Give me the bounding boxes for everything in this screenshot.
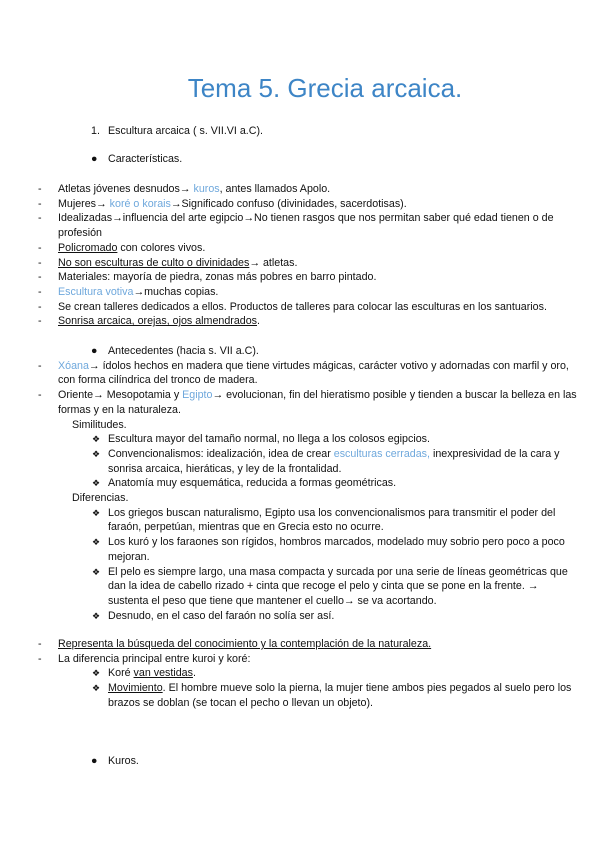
highlight-term: Xóana — [58, 359, 89, 372]
highlight-term: Escultura votiva — [58, 285, 134, 298]
document-title: Tema 5. Grecia arcaica. — [187, 73, 463, 103]
list-item-xoana — [38, 359, 580, 388]
list-item — [38, 241, 580, 256]
text: Escultura mayor del tamaño normal, no llega a los colosos egipcios. — [108, 433, 430, 446]
heading-text: Kuros. — [108, 755, 139, 767]
numbered-heading — [91, 124, 264, 139]
bullet-heading-kuros — [91, 754, 580, 769]
list-item-representa — [38, 637, 580, 652]
list-item — [92, 447, 580, 476]
diamond-bullet-icon: ❖ — [92, 537, 101, 548]
diamond-bullet-icon: ❖ — [92, 434, 101, 445]
text: La diferencia principal entre kuroi y koré: — [58, 652, 251, 665]
dash-icon: - — [38, 212, 42, 225]
text: →Significado confuso (divinidades, sacerdotisas). — [170, 197, 407, 210]
text: Materiales: mayoría de piedra, zonas más pobres en barro pintado. — [58, 271, 377, 284]
diferencias-label: Diferencias. — [72, 492, 129, 504]
highlight-term: kuros — [193, 183, 220, 195]
heading-text: Características. — [108, 153, 183, 165]
list-number: 1. — [91, 125, 100, 137]
diamond-bullet-icon: ❖ — [92, 668, 101, 679]
dash-icon: - — [38, 271, 42, 284]
diamond-bullet-icon: ❖ — [92, 610, 101, 621]
underlined-text: Policromado — [58, 241, 118, 254]
text: Idealizadas→influencia del arte egipcio→No tienen rasgos que nos permitan saber qué edad tienen o de profesión — [58, 212, 554, 240]
underlined-text: No son esculturas de culto o divinidades — [58, 256, 250, 269]
text: . — [257, 315, 260, 328]
diamond-bullet-icon: ❖ — [92, 478, 101, 489]
highlight-term: esculturas cerradas, — [333, 447, 430, 460]
diamond-bullet-icon: ❖ — [92, 566, 101, 577]
dash-icon: - — [38, 256, 42, 269]
text: . El hombre mueve solo la pierna, la mujer tiene ambos pies pegados al suelo pero los brazos se doblan (se tocan el pecho o llevan un objeto). — [108, 682, 572, 709]
list-item — [38, 211, 580, 240]
diamond-bullet-icon: ❖ — [92, 507, 101, 518]
list-item-oriente — [38, 388, 580, 417]
similitudes-label: Similitudes. — [72, 418, 127, 431]
dash-icon: - — [38, 300, 42, 313]
text: Mujeres→ — [58, 197, 110, 210]
list-item — [92, 681, 580, 710]
list-item — [38, 285, 580, 300]
bullet-icon: ● — [91, 345, 98, 357]
underlined-text: Sonrisa arcaica, orejas, ojos almendrados — [58, 315, 258, 328]
text: con colores vivos. — [117, 241, 206, 254]
dash-icon: - — [38, 183, 42, 195]
text: → ídolos hechos en madera que tiene virtudes mágicas, carácter votivo y adornadas con marfil y oro, con forma cilíndrica del tronco de madera. — [58, 359, 569, 387]
text: Convencionalismos: idealización, idea de crear — [108, 447, 334, 460]
list-item — [92, 666, 580, 681]
list-item — [38, 300, 580, 315]
dash-icon: - — [38, 652, 42, 665]
dash-icon: - — [38, 285, 42, 298]
underlined-text: Movimiento — [108, 682, 163, 695]
underlined-text: Representa la búsqueda del conocimiento y la contemplación de la naturaleza. — [58, 638, 432, 650]
bullet-icon: ● — [91, 153, 98, 165]
dash-icon: - — [38, 197, 42, 210]
underlined-text: van vestidas — [133, 667, 193, 680]
list-item — [38, 256, 580, 271]
bullet-heading-caracteristicas — [91, 152, 580, 167]
text: →muchas copias. — [133, 285, 219, 298]
list-item — [92, 609, 580, 624]
list-item — [38, 314, 580, 329]
diamond-bullet-icon: ❖ — [92, 683, 101, 694]
bullet-icon: ● — [91, 755, 98, 767]
highlight-term: Egipto — [182, 389, 213, 402]
list-item — [92, 506, 580, 535]
highlight-term: koré o korais — [109, 197, 171, 210]
text: → evolucionan, fin del hieratismo posible y tienden a buscar la belleza en las formas y en la naturaleza. — [58, 389, 577, 416]
text: Se crean talleres dedicados a ellos. Productos de talleres para colocar las esculturas en los santuarios. — [58, 300, 547, 313]
text: Desnudo, en el caso del faraón no solía ser así. — [108, 609, 335, 622]
list-item — [92, 432, 580, 447]
list-item — [92, 535, 580, 564]
dash-icon: - — [38, 359, 42, 372]
text: inexpresividad de la cara y sonrisa arcaica, hieráticas, y ley de la frontalidad. — [108, 447, 560, 475]
list-item — [92, 565, 580, 609]
dash-icon: - — [38, 638, 42, 650]
diamond-bullet-icon: ❖ — [92, 448, 101, 459]
list-item — [38, 197, 580, 212]
text: Koré — [108, 667, 134, 680]
dash-icon: - — [38, 389, 42, 402]
heading-text: Antecedentes (hacia s. VII a.C). — [108, 345, 259, 357]
text: Anatomía muy esquemática, reducida a formas geométricas. — [108, 477, 397, 490]
text: → atletas. — [249, 256, 298, 269]
list-item — [38, 270, 580, 285]
text: , antes llamados Apolo. — [219, 183, 331, 195]
text: Los griegos buscan naturalismo, Egipto usa los convencionalismos para transmitir el poder del faraón, perpetúan, mientras que en Grecia esto no ocurre. — [108, 506, 556, 534]
text: . — [192, 667, 196, 680]
list-item — [38, 182, 580, 197]
dash-icon: - — [38, 241, 42, 254]
list-item — [92, 476, 580, 491]
text: El pelo es siempre largo, una masa compacta y surcada por una serie de líneas geométricas que dan la idea de cabello rizado + cinta que recoge el pelo y cinta que se pone en la frente. → sustenta el peso que tiene que mantener el cuello→ se va acortando. — [108, 565, 568, 607]
text: Atletas jóvenes desnudos→ — [58, 183, 194, 195]
text: Oriente→ Mesopotamia y — [58, 389, 183, 402]
list-item-diferencia — [38, 652, 580, 667]
bullet-heading-antecedentes — [91, 344, 580, 359]
dash-icon: - — [38, 315, 42, 328]
text: Los kuró y los faraones son rígidos, hombros marcados, modelado muy sobrio pero poco a poco mejoran. — [108, 536, 565, 563]
heading-text: Escultura arcaica ( s. VII.VI a.C). — [108, 125, 264, 137]
